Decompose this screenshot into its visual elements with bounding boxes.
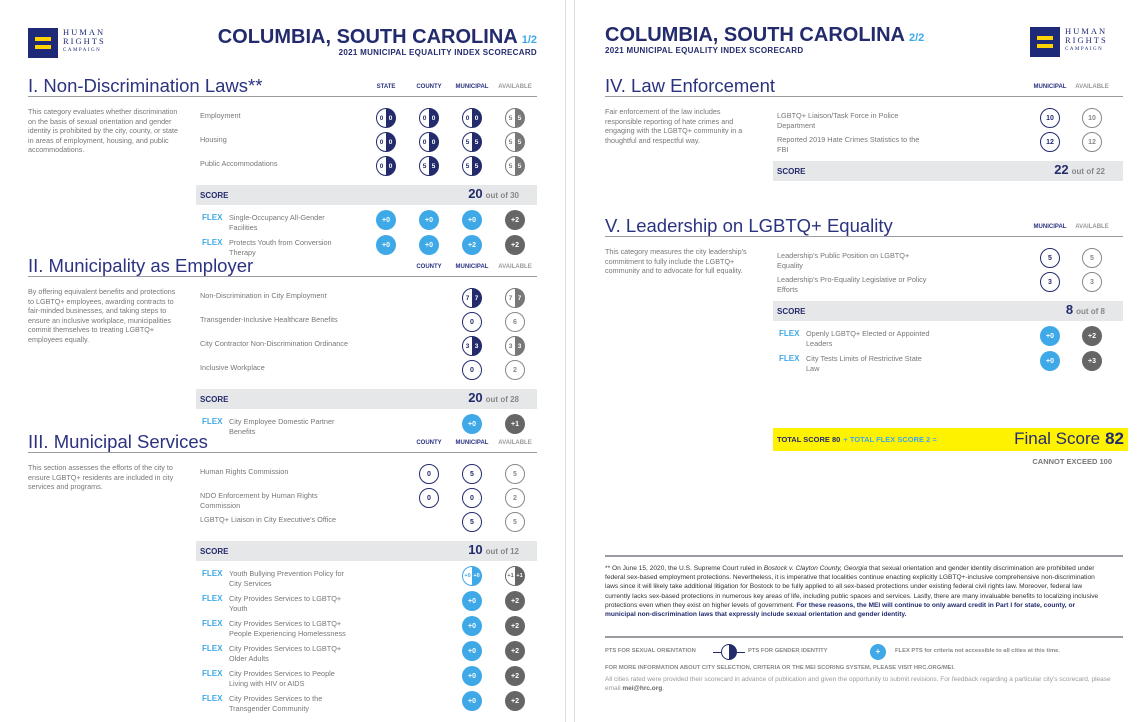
flex-criterion-label: Single-Occupancy All-Gender Facilities (229, 213, 325, 232)
score-value: 5 (422, 162, 427, 170)
flex-score-circle: +0 (462, 616, 482, 636)
column-header-municipal: MUNICIPAL (1033, 84, 1067, 90)
legend: PTS FOR SEXUAL ORIENTATION PTS FOR GENDER IDENTITY + FLEX PTS for criteria not accessible to all cities at this time. (605, 644, 1125, 660)
score-value (1066, 302, 1105, 317)
score-value: 5 (517, 162, 522, 170)
equality-logo-icon (28, 28, 58, 58)
column-header-municipal: MUNICIPAL (455, 264, 489, 270)
final-score-value: 82 (1105, 429, 1124, 448)
score-value: 7 (465, 294, 470, 302)
flex-score-circle: +2 (1082, 326, 1102, 346)
flex-score-circle: +2 (505, 691, 525, 711)
score-label: SCORE (200, 394, 229, 404)
score-value (468, 390, 519, 405)
flex-criterion-label: Protects Youth from Conversion Therapy (229, 238, 332, 257)
logo-text: RIGHTS (1065, 35, 1108, 45)
score-value: 5 (465, 162, 470, 170)
page-title: COLUMBIA, SOUTH CAROLINA 1/2 (217, 26, 537, 48)
flex-tag: FLEX (202, 238, 223, 247)
score-value (1054, 162, 1105, 177)
column-header-municipal: MUNICIPAL (455, 440, 489, 446)
split-score-circle (462, 132, 482, 152)
criterion-label: Employment (200, 111, 241, 120)
split-score-circle (505, 336, 525, 356)
score-circle: 0 (462, 312, 482, 332)
flex-criterion-row (198, 594, 537, 619)
flex-score-circle: +0 (376, 210, 396, 230)
score-out-of: out of 28 (485, 395, 519, 404)
split-score-circle (462, 156, 482, 176)
section-header (28, 256, 537, 277)
criterion-row (198, 515, 537, 539)
score-circle: 2 (505, 360, 525, 380)
section-header (28, 76, 537, 97)
score-value: 0 (474, 114, 479, 122)
score-circle: 3 (1040, 272, 1060, 292)
flex-score-circle: +3 (1082, 351, 1102, 371)
score-circle: 0 (462, 360, 482, 380)
flex-tag: FLEX (779, 354, 800, 363)
score-circle: 2 (505, 488, 525, 508)
criterion-row (198, 467, 537, 491)
score-value: 7 (517, 294, 522, 302)
flex-criterion-label: City Tests Limits of Restrictive State Law (806, 354, 922, 373)
flex-score-circle: +2 (505, 591, 525, 611)
criterion-label: LGBTQ+ Liaison/Task Force in Police Department (777, 111, 899, 130)
all-cities-note: All cities rated were provided their scorecard in advance of publication and given the opportunity to submit revisions. For feedback regarding a particular city's scorecard, please email mei@hrc.org. (605, 676, 1111, 692)
column-header-county: COUNTY (416, 264, 442, 270)
score-bar (196, 185, 537, 205)
flex-tag: FLEX (202, 619, 223, 628)
score-value: 5 (517, 114, 522, 122)
flex-score-circle: +0 (462, 666, 482, 686)
score-number: 10 (468, 542, 483, 557)
flex-criterion-row (198, 213, 537, 238)
criterion-row (775, 111, 1123, 135)
score-circle: 5 (462, 512, 482, 532)
legend-sexual-orientation: PTS FOR SEXUAL ORIENTATION (605, 648, 696, 654)
score-value: 3 (517, 342, 522, 350)
flex-criterion-label: City Employee Domestic Partner Benefits (229, 417, 335, 436)
criterion-row (198, 363, 537, 387)
score-value: 0 (379, 138, 384, 146)
section-header (605, 216, 1123, 237)
flex-score-circle: +0 (462, 641, 482, 661)
flex-criterion-label: Youth Bullying Prevention Policy for City Services (229, 569, 344, 588)
score-value: 5 (431, 162, 436, 170)
score-value: +1 (507, 573, 514, 579)
split-score-circle (505, 156, 525, 176)
criterion-label: Reported 2019 Hate Crimes Statistics to the FBI (777, 135, 920, 154)
score-bar (773, 161, 1123, 181)
column-header-available: AVAILABLE (1075, 224, 1109, 230)
logo-text: RIGHTS (63, 36, 106, 46)
final-score: Final Score 82 (1014, 429, 1124, 448)
split-score-circle (462, 108, 482, 128)
criterion-row (198, 339, 537, 363)
score-circle: 10 (1082, 108, 1102, 128)
split-score-circle (505, 132, 525, 152)
flex-tag: FLEX (202, 594, 223, 603)
score-value (468, 186, 519, 201)
criterion-label: Transgender-Inclusive Healthcare Benefits (200, 315, 338, 324)
criterion-label: LGBTQ+ Liaison in City Executive's Office (200, 515, 337, 524)
split-score-circle (462, 288, 482, 308)
flex-criterion-row (775, 329, 1123, 354)
flex-criterion-row (198, 694, 537, 719)
score-value: 0 (388, 162, 393, 170)
split-score-circle (505, 288, 525, 308)
logo-text: HUMAN (1065, 26, 1108, 36)
score-value: +0 (473, 573, 480, 579)
score-cap-note: CANNOT EXCEED 100 (1032, 457, 1112, 466)
score-value: +1 (516, 573, 523, 579)
score-value: 0 (422, 114, 427, 122)
column-header-county: COUNTY (416, 440, 442, 446)
criteria-list (198, 467, 537, 719)
flex-score-circle: +1 (505, 414, 525, 434)
flex-tag: FLEX (202, 213, 223, 222)
flex-tag: FLEX (202, 569, 223, 578)
column-header-municipal: MUNICIPAL (455, 84, 489, 90)
section-law-enforcement (605, 75, 1123, 177)
score-label: SCORE (200, 546, 229, 556)
criterion-label: City Contractor Non-Discrimination Ordinance (200, 339, 349, 348)
flex-criterion-label: City Provides Services to LGBTQ+ Youth (229, 594, 342, 613)
page-number: 2/2 (908, 32, 925, 44)
split-circle-legend-icon (721, 644, 737, 660)
logo-text: CAMPAIGN (1065, 47, 1104, 52)
flex-score-circle: +0 (462, 414, 482, 434)
section-leadership (605, 215, 1123, 373)
score-number: 8 (1065, 302, 1074, 317)
flex-score-circle: +0 (462, 591, 482, 611)
score-number: 20 (468, 390, 483, 405)
flex-score-circle: +0 (376, 235, 396, 255)
flex-score-circle: +2 (462, 235, 482, 255)
email-link[interactable]: mei@hrc.org (622, 685, 663, 692)
flex-score-circle: +0 (1040, 351, 1060, 371)
flex-tag: FLEX (202, 694, 223, 703)
section-title: I. Non-Discrimination Laws** (28, 75, 263, 96)
score-out-of: out of 22 (1071, 167, 1105, 176)
total-score: TOTAL SCORE 80 (777, 435, 841, 444)
flex-score-circle: +2 (505, 235, 525, 255)
flex-criterion-row (198, 619, 537, 644)
criterion-label: Housing (200, 135, 227, 144)
flex-criterion-row (198, 644, 537, 669)
score-value: 3 (508, 342, 513, 350)
section-description: Fair enforcement of the law includes responsible reporting of hate crimes and engaging with the LGBTQ+ community in a thoughtful and respectful way. (605, 107, 743, 145)
flex-score-circle: +2 (505, 666, 525, 686)
score-circle: 12 (1082, 132, 1102, 152)
flex-tag: FLEX (779, 329, 800, 338)
score-number: 22 (1054, 162, 1069, 177)
flex-score-circle: +2 (505, 210, 525, 230)
score-out-of: out of 12 (485, 547, 519, 556)
footnote: ** On June 15, 2020, the U.S. Supreme Court ruled in Bostock v. Clayton County, Georgia that sexual orientation and gender identity discrimination are prohibited under federal sex-based employment protections. Nevertheless, it is imperative that localities continue enacting explicitly LGBTQ+-inclusive comprehensive non-discrimination laws since it will likely take additional litigation for Bostock to be fully applied to all sex-based protections under existing federal civil rights law. Moreover, federal law currently lacks sex-based protections in numerous key areas of life, including public spaces and services. Lastly, there are many invaluable benefits to localizing inclusive protections even when they exist on higher levels of government. For these reasons, the MEI will continue to only award credit in Part I for state, county, or municipal non-discrimination laws that expressly include sexual orientation and gender identity. (605, 565, 1099, 619)
criteria-list (198, 291, 537, 442)
flex-plus-icon: + (870, 644, 886, 660)
criteria-list (775, 251, 1123, 379)
criterion-row (198, 315, 537, 339)
flex-score-circle: +2 (505, 641, 525, 661)
section-title: III. Municipal Services (28, 431, 208, 452)
criterion-row (198, 159, 537, 183)
score-value: 5 (474, 138, 479, 146)
flex-criterion-label: City Provides Services to the Transgender Community (229, 694, 323, 713)
logo-text: HUMAN (63, 27, 106, 37)
score-value: 0 (388, 138, 393, 146)
score-out-of: out of 30 (485, 191, 519, 200)
page-subtitle: 2021 MUNICIPAL EQUALITY INDEX SCORECARD (605, 46, 804, 55)
section-header (605, 76, 1123, 97)
section-description: By offering equivalent benefits and protections to LGBTQ+ employees, awarding contracts to fair-minded businesses, and taking steps to ensure an inclusive workplace, municipalities commit themselves to treating LGBTQ+ employees equally. (28, 287, 176, 344)
criterion-row (198, 135, 537, 159)
total-flex-score: + TOTAL FLEX SCORE 2 = (843, 435, 937, 444)
hrc-logo (1030, 27, 1108, 57)
split-score-circle (419, 132, 439, 152)
section-description: This section assesses the efforts of the city to ensure LGBTQ+ residents are included in city services and programs. (28, 463, 174, 491)
criterion-label: Leadership's Pro-Equality Legislative or Policy Efforts (777, 275, 927, 294)
score-value: 0 (431, 138, 436, 146)
score-value: 5 (474, 162, 479, 170)
score-value: 3 (474, 342, 479, 350)
score-value: 3 (465, 342, 470, 350)
score-value: 0 (379, 162, 384, 170)
column-header-state: STATE (376, 84, 396, 90)
score-circle: 0 (419, 464, 439, 484)
equality-logo-icon (1030, 27, 1060, 57)
flex-tag: FLEX (202, 669, 223, 678)
flex-criterion-label: Openly LGBTQ+ Elected or Appointed Leaders (806, 329, 930, 348)
section-title: IV. Law Enforcement (605, 75, 776, 96)
column-header-available: AVAILABLE (498, 84, 532, 90)
score-circle: 10 (1040, 108, 1060, 128)
score-value: 0 (379, 114, 384, 122)
legend-gender-identity: PTS FOR GENDER IDENTITY (748, 648, 828, 654)
split-score-circle (462, 336, 482, 356)
score-label: SCORE (777, 306, 806, 316)
flex-split-score-circle (505, 566, 525, 586)
total-score-bar (773, 428, 1128, 451)
score-label: SCORE (777, 166, 806, 176)
page-subtitle: 2021 MUNICIPAL EQUALITY INDEX SCORECARD (338, 48, 537, 57)
score-circle: 5 (462, 464, 482, 484)
section-non-discrimination (28, 75, 537, 257)
hrc-logo (28, 28, 106, 58)
score-circle: 3 (1082, 272, 1102, 292)
more-info: FOR MORE INFORMATION ABOUT CITY SELECTION, CRITERIA OR THE MEI SCORING SYSTEM, PLEASE VISIT HRC.ORG/MEI. (605, 665, 955, 671)
split-score-circle (376, 156, 396, 176)
flex-tag: FLEX (202, 644, 223, 653)
criteria-list (775, 111, 1123, 189)
split-score-circle (376, 108, 396, 128)
flex-criterion-row (198, 569, 537, 594)
section-description: This category measures the city leadership's commitment to fully include the LGBTQ+ community and to advocate for full equality. (605, 247, 747, 275)
criterion-row (775, 275, 1123, 299)
criterion-row (198, 111, 537, 135)
flex-criterion-label: City Provides Services to LGBTQ+ Older Adults (229, 644, 342, 663)
score-value: 0 (431, 114, 436, 122)
criterion-row (198, 491, 537, 515)
score-value: 5 (508, 162, 513, 170)
logo-text: CAMPAIGN (63, 48, 102, 53)
section-employer (28, 255, 537, 436)
section-services (28, 431, 537, 713)
score-value: 0 (465, 114, 470, 122)
flex-split-score-circle (462, 566, 482, 586)
flex-score-circle: +0 (1040, 326, 1060, 346)
flex-score-circle: +0 (419, 235, 439, 255)
page-number: 1/2 (521, 34, 537, 46)
score-value: 0 (422, 138, 427, 146)
score-bar (196, 541, 537, 561)
score-value (468, 542, 519, 557)
column-header-available: AVAILABLE (498, 264, 532, 270)
criterion-label: NDO Enforcement by Human Rights Commission (200, 491, 318, 510)
score-circle: 5 (1040, 248, 1060, 268)
score-circle: 5 (505, 464, 525, 484)
section-title: II. Municipality as Employer (28, 255, 254, 276)
score-value: +0 (464, 573, 471, 579)
score-label: SCORE (200, 190, 229, 200)
flex-tag: FLEX (202, 417, 223, 426)
flex-score-circle: +0 (419, 210, 439, 230)
split-score-circle (419, 108, 439, 128)
page-title: COLUMBIA, SOUTH CAROLINA 2/2 (605, 24, 925, 46)
column-header-county: COUNTY (416, 84, 442, 90)
score-out-of: out of 8 (1076, 307, 1105, 316)
score-circle: 0 (462, 488, 482, 508)
section-title: V. Leadership on LGBTQ+ Equality (605, 215, 893, 236)
score-circle: 5 (505, 512, 525, 532)
criterion-row (198, 291, 537, 315)
score-circle: 0 (419, 488, 439, 508)
score-circle: 12 (1040, 132, 1060, 152)
criterion-row (775, 251, 1123, 275)
score-value: 7 (508, 294, 513, 302)
score-value: 5 (508, 114, 513, 122)
score-number: 20 (468, 186, 483, 201)
column-header-available: AVAILABLE (1075, 84, 1109, 90)
column-header-available: AVAILABLE (498, 440, 532, 446)
flex-criterion-label: City Provides Services to People Living with HIV or AIDS (229, 669, 335, 688)
flex-criterion-row (775, 354, 1123, 379)
divider (605, 636, 1123, 638)
criterion-label: Public Accommodations (200, 159, 278, 168)
criterion-label: Human Rights Commission (200, 467, 289, 476)
score-value: 5 (465, 138, 470, 146)
flex-score-circle: +0 (462, 210, 482, 230)
score-circle: 6 (505, 312, 525, 332)
divider (605, 555, 1123, 557)
flex-criterion-row (198, 669, 537, 694)
score-value: 7 (474, 294, 479, 302)
score-value: 5 (508, 138, 513, 146)
score-bar (773, 301, 1123, 321)
score-value: 0 (388, 114, 393, 122)
flex-score-circle: +2 (505, 616, 525, 636)
criterion-label: Leadership's Public Position on LGBTQ+ Equality (777, 251, 910, 270)
section-description: This category evaluates whether discrimination on the basis of sexual orientation and gender identity is prohibited by the city, county, or state in areas of employment, housing, and public accommodations. (28, 107, 178, 154)
column-header-municipal: MUNICIPAL (1033, 224, 1067, 230)
criterion-row (775, 135, 1123, 159)
flex-criterion-label: City Provides Services to LGBTQ+ People Experiencing Homelessness (229, 619, 346, 638)
criterion-label: Inclusive Workplace (200, 363, 265, 372)
split-score-circle (376, 132, 396, 152)
score-bar (196, 389, 537, 409)
score-circle: 5 (1082, 248, 1102, 268)
criteria-list (198, 111, 537, 263)
split-score-circle (419, 156, 439, 176)
criterion-label: Non-Discrimination in City Employment (200, 291, 327, 300)
section-header (28, 432, 537, 453)
flex-score-circle: +0 (462, 691, 482, 711)
score-value: 5 (517, 138, 522, 146)
split-score-circle (505, 108, 525, 128)
